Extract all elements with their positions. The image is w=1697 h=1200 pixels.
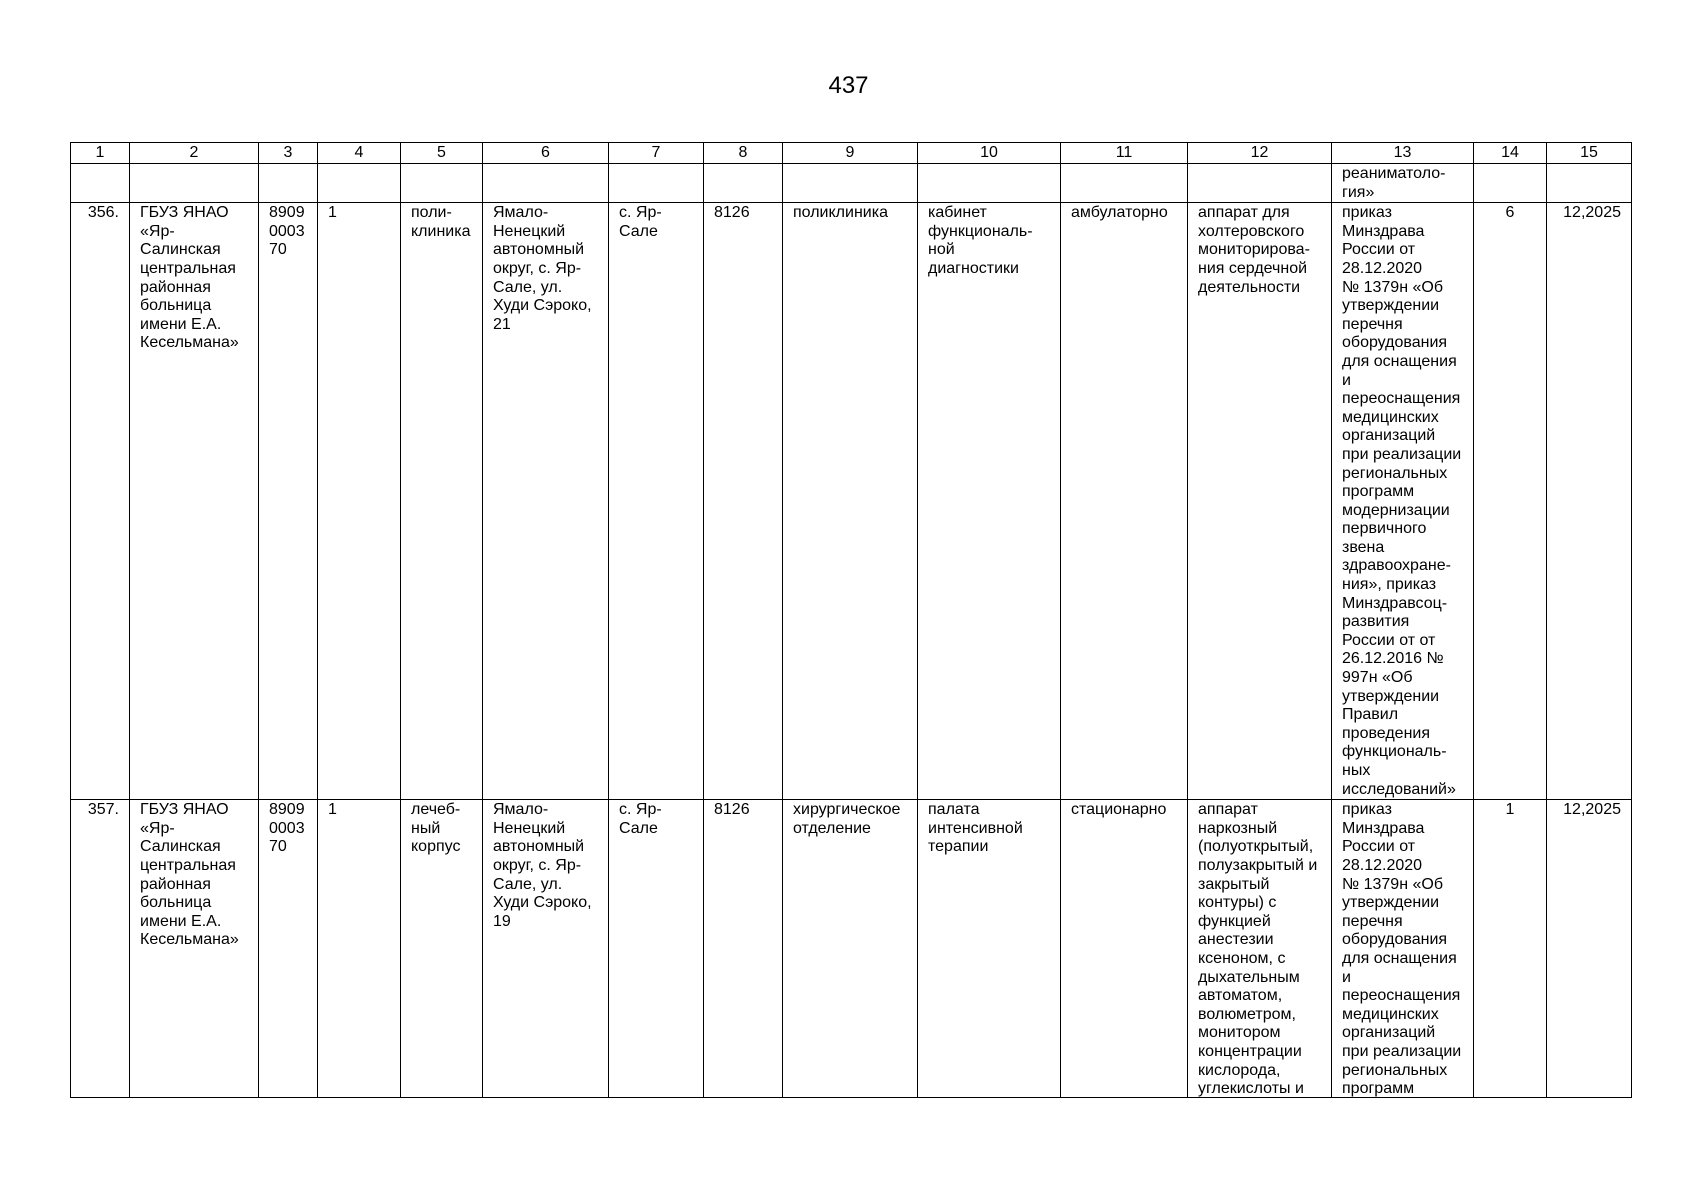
mode-cell: стационарно bbox=[1061, 800, 1188, 1098]
continuation-row bbox=[71, 164, 1632, 203]
room-cell: палата интенсивной терапии bbox=[918, 800, 1061, 1098]
table-cell bbox=[1188, 164, 1332, 203]
table-cell bbox=[483, 164, 609, 203]
settlement-cell: с. Яр- Сале bbox=[609, 800, 704, 1098]
row-number: 357. bbox=[71, 800, 130, 1098]
address-cell: Ямало- Ненецкий автономный округ, с. Яр- Сале, ул. Худи Сэроко, 21 bbox=[483, 203, 609, 800]
building-cell: поли- клиника bbox=[401, 203, 483, 800]
unit-cell: хирургическое отделение bbox=[783, 800, 918, 1098]
column-number-row bbox=[71, 143, 1632, 164]
mode-cell: амбулаторно bbox=[1061, 203, 1188, 800]
table-cell bbox=[1061, 164, 1188, 203]
table-cell bbox=[783, 164, 918, 203]
table-cell bbox=[1547, 164, 1632, 203]
column-header: 11 bbox=[1061, 143, 1188, 164]
table-cell bbox=[318, 164, 401, 203]
table-cell bbox=[609, 164, 704, 203]
table-cell bbox=[918, 164, 1061, 203]
settlement-cell: с. Яр- Сале bbox=[609, 203, 704, 800]
basis-cell: приказ Минздрава России от 28.12.2020 № 1379н «Об утверждении перечня оборудования для оснащения и переоснащения медицинских организаций при реализации региональных программ bbox=[1332, 800, 1474, 1098]
basis-cell: приказ Минздрава России от 28.12.2020 № 1379н «Об утверждении перечня оборудования для оснащения и переоснащения медицинских организаций при реализации региональных программ модернизации первичного звена здравоохране- ния», приказ Минздравсоц- развития России от от 26.12.2016 № 997н «Об утверждении Правил проведения функциональ- ных исследований» bbox=[1332, 203, 1474, 800]
table-row bbox=[71, 203, 1632, 800]
table-row bbox=[71, 800, 1632, 1098]
count-cell: 1 bbox=[318, 203, 401, 800]
equipment-cell: аппарат наркозный (полуоткрытый, полузакрытый и закрытый контуры) с функцией анестезии ксеноном, с дыхательным автоматом, волюметром, монитором концентрации кислорода, углекислоты и bbox=[1188, 800, 1332, 1098]
table-cell bbox=[704, 164, 783, 203]
column-header: 9 bbox=[783, 143, 918, 164]
column-header: 10 bbox=[918, 143, 1061, 164]
date-cell: 12,2025 bbox=[1547, 800, 1632, 1098]
equipment-table bbox=[70, 142, 1632, 1098]
organization-cell: ГБУЗ ЯНАО «Яр- Салинская центральная районная больница имени Е.А. Кесельмана» bbox=[130, 203, 259, 800]
column-header: 6 bbox=[483, 143, 609, 164]
quantity-cell: 1 bbox=[1474, 800, 1547, 1098]
row-number: 356. bbox=[71, 203, 130, 800]
address-cell: Ямало- Ненецкий автономный округ, с. Яр- Сале, ул. Худи Сэроко, 19 bbox=[483, 800, 609, 1098]
equipment-cell: аппарат для холтеровского мониторирова- ния сердечной деятельности bbox=[1188, 203, 1332, 800]
date-cell: 12,2025 bbox=[1547, 203, 1632, 800]
count-cell: 1 bbox=[318, 800, 401, 1098]
column-header: 2 bbox=[130, 143, 259, 164]
code-cell: 8909 0003 70 bbox=[259, 800, 318, 1098]
table-cell bbox=[130, 164, 259, 203]
building-cell: лечеб- ный корпус bbox=[401, 800, 483, 1098]
basis-cell: реаниматоло- гия» bbox=[1332, 164, 1474, 203]
oktmo-cell: 8126 bbox=[704, 800, 783, 1098]
column-header: 15 bbox=[1547, 143, 1632, 164]
quantity-cell: 6 bbox=[1474, 203, 1547, 800]
column-header: 13 bbox=[1332, 143, 1474, 164]
table-cell bbox=[401, 164, 483, 203]
column-header: 5 bbox=[401, 143, 483, 164]
page-number: 437 bbox=[828, 72, 869, 99]
organization-cell: ГБУЗ ЯНАО «Яр- Салинская центральная районная больница имени Е.А. Кесельмана» bbox=[130, 800, 259, 1098]
table-cell bbox=[259, 164, 318, 203]
unit-cell: поликлиника bbox=[783, 203, 918, 800]
code-cell: 8909 0003 70 bbox=[259, 203, 318, 800]
table-cell bbox=[71, 164, 130, 203]
column-header: 8 bbox=[704, 143, 783, 164]
column-header: 3 bbox=[259, 143, 318, 164]
column-header: 12 bbox=[1188, 143, 1332, 164]
column-header: 1 bbox=[71, 143, 130, 164]
room-cell: кабинет функциональ- ной диагностики bbox=[918, 203, 1061, 800]
column-header: 7 bbox=[609, 143, 704, 164]
table-cell bbox=[1474, 164, 1547, 203]
column-header: 14 bbox=[1474, 143, 1547, 164]
column-header: 4 bbox=[318, 143, 401, 164]
oktmo-cell: 8126 bbox=[704, 203, 783, 800]
